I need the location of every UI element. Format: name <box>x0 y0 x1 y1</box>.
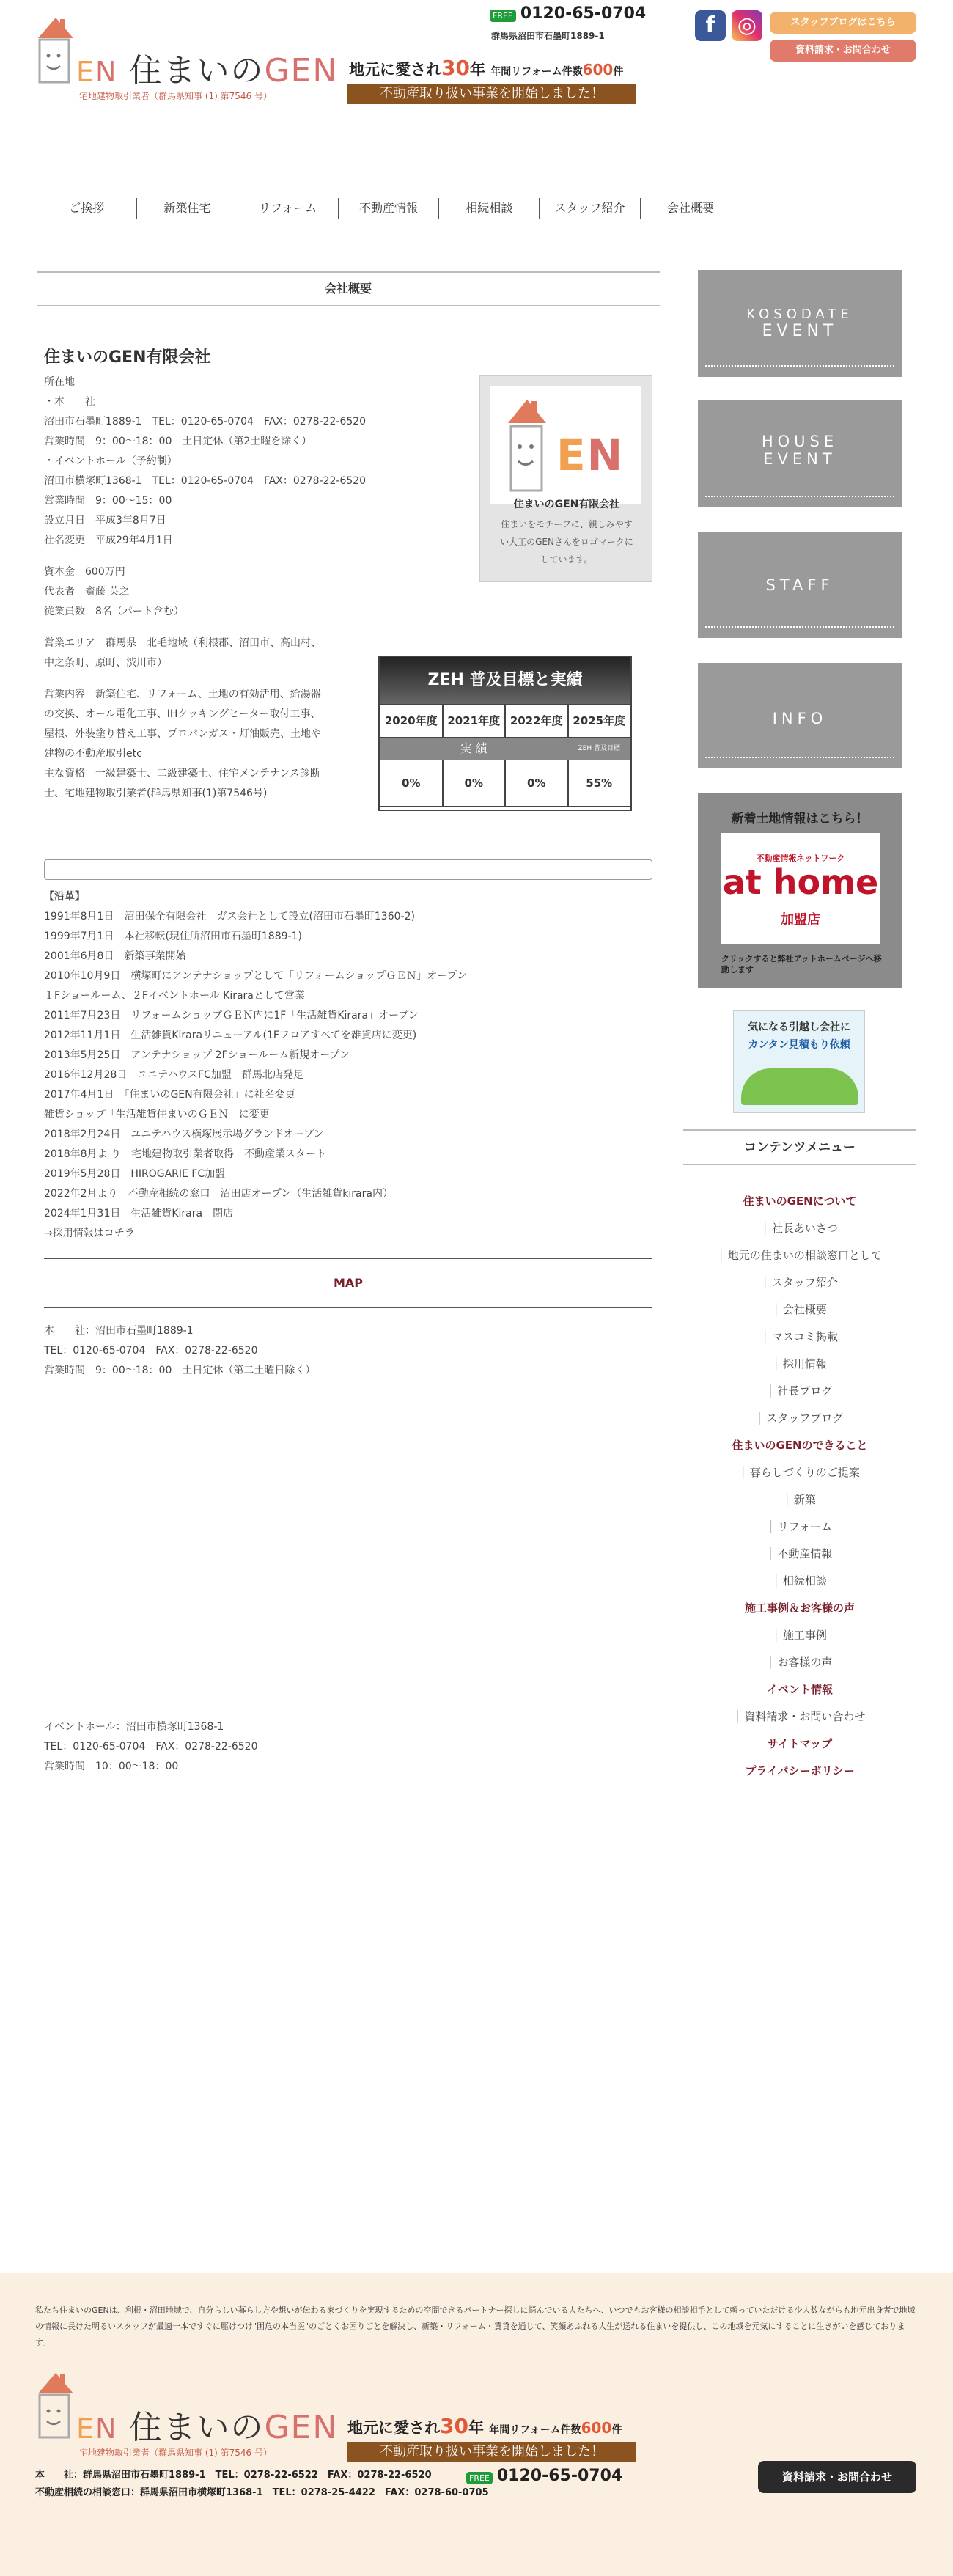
footer-logo[interactable]: EN 住まいのGEN 宅地建物取引業者（群馬県知事 (1) 第7546 号） <box>35 2368 343 2456</box>
history-item: 2001年6月8日 新築事業開始 <box>44 950 186 962</box>
content-menu <box>683 1188 916 1785</box>
zeh-year: 2025年度 <box>568 704 631 738</box>
staff-banner[interactable] <box>698 532 902 638</box>
info-line: 営業エリア 群馬県 北毛地域（利根郡、沼田市、高山村、 <box>44 637 321 649</box>
hikkoshi-banner[interactable] <box>733 1010 865 1113</box>
catch-nen: 年 <box>469 61 485 78</box>
menu-item[interactable]: │ 採用情報 <box>683 1351 916 1378</box>
nav-staff[interactable]: スタッフ紹介 <box>540 198 640 219</box>
footer-catch-copy: 地元に愛され30年 年間リフォーム件数600件 <box>347 2414 622 2438</box>
zeh-year: 2021年度 <box>443 704 506 738</box>
footer-text: 私たち住まいのGENは、利根・沼田地域で、自分らしい暮らし方や想いが伝わる家づくりを実現するための空間できるパートナー探しに悩んでいる人たちへ、いつでもお客様の相談相手として頼っていただける少人数ながらも地元出身者で地域の情報に長けた明るいスタッフが最適一本ですぐに駆けつけ"困危の本当医"のごとくお困りごとを解決し、新築・リフォーム・賃貸を通じて、笑顔あふれる人生が送れる住まいを提供し、この地域を元気にすることに生きがいを感じております。 <box>35 2305 916 2347</box>
catch-small: 年間リフォーム件数 <box>490 66 583 78</box>
banner-line: INFO <box>772 710 828 727</box>
nav-company[interactable]: 会社概要 <box>666 201 714 215</box>
banner-line: EVENT <box>763 450 836 468</box>
banner-line: STAFF <box>765 576 834 594</box>
info-line <box>44 551 367 562</box>
kosodate-event-banner[interactable] <box>698 270 902 377</box>
info-line: 営業内容 新築住宅、リフォーム、土地の有効活用、給湯器 <box>44 689 321 700</box>
tel-number: 0120-65-0704 <box>520 4 647 23</box>
info-line: 所在地 <box>44 376 75 388</box>
athome-sub: 加盟店 <box>781 912 820 928</box>
history-item: 2018年2月24日 ユニテハウス横塚展示場グランドオープン <box>44 1129 324 1140</box>
history-item: 2018年8月よ り 宅地建物取引業者取得 不動産業スタート <box>44 1148 326 1160</box>
logo-card-image <box>490 386 641 504</box>
athome-banner[interactable] <box>698 793 902 988</box>
menu-item[interactable]: │ 社長あいさつ <box>683 1215 916 1242</box>
history <box>44 887 652 1244</box>
banner-line: HOUSE <box>761 433 839 450</box>
menu-heading[interactable]: プライバシーポリシー <box>745 1764 855 1777</box>
logo-card-name: 住まいのGEN有限会社 <box>513 499 620 510</box>
catch-ken: 件 <box>613 66 624 78</box>
info-line: ・イベントホール（予約制） <box>44 455 177 467</box>
history-item: 2013年5月25日 アンテナショップ 2Fショールーム新規オープン <box>44 1049 350 1061</box>
zeh-values <box>380 760 630 807</box>
catch-copy <box>349 56 623 80</box>
global-nav <box>37 192 740 224</box>
brand-n: N <box>95 56 118 88</box>
menu-item[interactable]: │ スタッフブログ <box>683 1405 916 1432</box>
footer-realestate-banner[interactable]: 不動産取り扱い事業を開始しました！ <box>347 2442 636 2462</box>
info-banner[interactable] <box>698 663 902 768</box>
menu-item[interactable]: │ 社長ブログ <box>683 1378 916 1405</box>
history-item: 2011年7月23日 リフォームショップＧＥＮ内に1F「生活雑貨Kirara」オープン <box>44 1010 419 1021</box>
section-title: 会社概要 <box>37 271 660 306</box>
header-tel[interactable] <box>490 4 646 23</box>
zeh-years <box>380 704 630 738</box>
map-info-event-hall: イベントホール：沼田市横塚町1368-1 TEL：0120-65-0704 FAX：0278-22-6520 営業時間 10：00〜18：00 <box>44 1721 258 1772</box>
license-text: 宅地建物取引業者（群馬県知事 (1) 第7546 号） <box>79 91 272 101</box>
catch-years: 30 <box>441 56 470 80</box>
history-divider-box <box>44 859 652 880</box>
info-line: 設立月日 平成3年8月7日 <box>44 515 166 526</box>
history-item[interactable]: →採用情報はコチラ <box>44 1228 135 1239</box>
menu-item[interactable]: │ スタッフ紹介 <box>683 1269 916 1296</box>
zeh-value: 0% <box>380 760 443 807</box>
athome-logo: at home <box>722 862 879 902</box>
info-line: 従業員数 8名（パート含む） <box>44 606 184 617</box>
info-line: 営業時間 9：00〜18：00 土日定休（第2土曜を除く） <box>44 436 312 447</box>
menu-item[interactable]: │ 新築 <box>683 1486 916 1513</box>
history-item: 2010年10月9日 横塚町にアンテナショップとして「リフォームショップＧＥＮ」オープン <box>44 970 467 982</box>
brand-e: E <box>76 56 96 88</box>
history-title: 【沿革】 <box>44 891 85 903</box>
info-line: ・本 社 <box>44 396 95 408</box>
site-logo[interactable] <box>35 13 339 101</box>
menu-item[interactable]: │ お客様の声 <box>683 1649 916 1676</box>
athome-head: 新着土地情報はこちら！ <box>731 812 869 826</box>
history-item: 2017年4月1日 「住まいのGEN有限会社」に社名変更 <box>44 1089 295 1101</box>
house-logo-icon <box>505 394 549 496</box>
info-line: 中之条町、原町、渋川市） <box>44 657 167 669</box>
menu-item[interactable]: │ 不動産情報 <box>683 1541 916 1568</box>
nav-inheritance[interactable]: 相続相談 <box>439 198 540 219</box>
footer-brand-gen: GEN <box>264 2409 339 2446</box>
header-address: 群馬県沼田市石墨町1889-1 <box>491 31 605 41</box>
zeh-year: 2022年度 <box>505 704 568 738</box>
map-title: MAP <box>44 1258 652 1308</box>
free-dial-icon: FREE <box>490 10 516 22</box>
footer <box>0 2273 953 2576</box>
content-menu-title: コンテンツメニュー <box>683 1129 916 1165</box>
info-line: 社名変更 平成29年4月1日 <box>44 535 173 546</box>
menu-item[interactable]: │ 相続相談 <box>683 1568 916 1595</box>
zeh-title: ZEH 普及目標と実績 <box>380 657 630 704</box>
menu-heading[interactable]: 施工事例＆お客様の声 <box>744 1601 855 1615</box>
zeh-value: 55% <box>568 760 631 807</box>
house-logo-icon <box>35 2368 79 2442</box>
house-event-banner[interactable] <box>698 400 902 507</box>
info-line: 沼田市横塚町1368-1 TEL：0120-65-0704 FAX：0278-22-6520 <box>44 475 367 487</box>
footer-brand-name: 住まいの <box>129 2409 265 2446</box>
history-item: 雑貨ショップ「生活雑貨住まいのＧＥＮ」に変更 <box>44 1109 270 1120</box>
catch-prefix: 地元に愛され <box>349 61 441 78</box>
zeh-table <box>378 656 632 811</box>
zeh-year: 2020年度 <box>380 704 443 738</box>
history-item: 2019年5月28日 HIROGARIE FC加盟 <box>44 1168 226 1180</box>
info-line: 士、宅地建物取引業者(群馬県知事(1)第7546号) <box>44 788 268 799</box>
menu-item[interactable]: │ リフォーム <box>683 1513 916 1541</box>
zeh-target-label: ZEH 普及目標 <box>568 738 631 760</box>
menu-heading[interactable]: イベント情報 <box>766 1683 833 1696</box>
logo-card-letters: EN <box>556 430 625 480</box>
zeh-value: 0% <box>443 760 506 807</box>
info-line <box>44 622 367 634</box>
nav-greeting[interactable]: ご挨拶 <box>37 198 137 219</box>
athome-small: 不動産情報ネットワーク <box>756 854 845 863</box>
info-line: の交換、オール電化工事、IHクッキングヒーター取付工事、 <box>44 708 321 720</box>
house-logo-icon <box>35 13 79 87</box>
instagram-icon[interactable]: ◎ <box>732 10 762 41</box>
athome-logo-box <box>721 833 880 944</box>
menu-item[interactable]: │ マスコミ掲載 <box>683 1324 916 1351</box>
info-line: 主な資格 一級建築士、二級建築士、住宅メンテナンス診断 <box>44 768 320 779</box>
brand-gen: GEN <box>264 52 339 89</box>
menu-heading[interactable]: サイトマップ <box>767 1737 833 1750</box>
catch-count: 600 <box>582 61 614 78</box>
menu-item[interactable]: │ 暮らしづくりのご提案 <box>683 1459 916 1486</box>
brand-name: 住まいの <box>129 52 265 89</box>
footer-address: 本 社：群馬県沼田市石墨町1889-1 TEL：0278-22-6522 FAX：0278-22-6520 不動産相続の相談窓口：群馬県沼田市横塚町1368-1 TEL：0278-25-4422 FAX：0278-60-0705 <box>35 2470 489 2498</box>
zeh-mid-row <box>380 738 630 760</box>
company-name: 住まいのGEN有限会社 <box>44 348 211 367</box>
hikkoshi-text: 気になる引越し会社に カンタン見積もり依頼 <box>748 1021 850 1051</box>
facebook-icon[interactable]: f <box>695 10 726 41</box>
info-line <box>44 673 367 685</box>
menu-heading[interactable]: 住まいのGENについて <box>743 1195 857 1208</box>
logo-card <box>479 375 652 582</box>
nav-newhouse[interactable]: 新築住宅 <box>137 198 238 219</box>
info-line: 沼田市石墨町1889-1 TEL：0120-65-0704 FAX：0278-22-6520 <box>44 416 367 428</box>
nav-reform[interactable]: リフォーム <box>238 198 339 219</box>
zeh-result-label: 実 績 <box>380 738 568 760</box>
nav-realestate[interactable]: 不動産情報 <box>339 198 439 219</box>
logo-card-desc: 住まいをモチーフに、親しみやす い大工のGENさんをロゴマークに しています。 <box>500 519 633 565</box>
realestate-banner[interactable]: 不動産取り扱い事業を開始しました！ <box>347 84 636 104</box>
athome-note: クリックすると弊社アットホームページへ移動します <box>721 954 882 975</box>
menu-heading[interactable]: 住まいのGENのできること <box>732 1439 868 1452</box>
footer-request-button[interactable]: 資料請求・お問合わせ <box>758 2461 916 2493</box>
staff-blog-button[interactable]: スタッフブログはこちら <box>770 12 916 34</box>
history-item: 2016年12月28日 ユニテハウスFC加盟 群馬北店発足 <box>44 1069 303 1081</box>
menu-item[interactable]: │ 資料請求・お問い合わせ <box>683 1703 916 1731</box>
history-item: １Fショールーム、２Fイベントホール Kiraraとして営業 <box>44 990 305 1002</box>
footer-tel[interactable] <box>466 2467 622 2485</box>
info-line: 代表者 齋藤 英之 <box>44 586 130 598</box>
menu-item[interactable]: │ 地元の住まいの相談窓口として <box>683 1242 916 1269</box>
request-button[interactable]: 資料請求・お問合わせ <box>770 40 916 62</box>
hikkoshi-illustration <box>741 1068 858 1105</box>
footer-license: 宅地建物取引業者（群馬県知事 (1) 第7546 号） <box>79 2448 272 2458</box>
history-item: 1991年8月1日 沼田保全有限会社 ガス会社として設立(沼田市石墨町1360-2) <box>44 911 415 922</box>
menu-item[interactable]: │ 会社概要 <box>683 1296 916 1324</box>
banner-line: EVENT <box>762 322 838 340</box>
map-info-head-office: 本 社：沼田市石墨町1889-1 TEL：0120-65-0704 FAX：0278-22-6520 営業時間 9：00〜18：00 土日定休（第二土曜日除く） <box>44 1325 316 1376</box>
info-line: 資本金 600万円 <box>44 566 125 578</box>
free-dial-icon: FREE <box>466 2472 493 2484</box>
banner-line: KOSODATE <box>746 307 853 322</box>
history-item: 2024年1月31日 生活雑貨Kirara 閉店 <box>44 1208 234 1219</box>
menu-item[interactable]: │ 施工事例 <box>683 1622 916 1649</box>
history-item: 1999年7月1日 本社移転(現住所沼田市石墨町1889-1) <box>44 931 302 942</box>
history-item: 2012年11月1日 生活雑貨Kiraraリニューアル(1Fフロアすべてを雑貨店に変更) <box>44 1030 417 1041</box>
footer-tel-number: 0120-65-0704 <box>496 2467 623 2485</box>
info-line: 営業時間 9：00〜15：00 <box>44 495 172 507</box>
zeh-value: 0% <box>505 760 568 807</box>
history-item: 2022年2月より 不動産相続の窓口 沼田店オープン（生活雑貨kirara内） <box>44 1188 393 1200</box>
info-line: 屋根、外装塗り替え工事、プロパンガス・灯油販売、土地や <box>44 728 321 740</box>
info-line: 建物の不動産取引etc <box>44 748 142 760</box>
company-info <box>44 373 367 804</box>
